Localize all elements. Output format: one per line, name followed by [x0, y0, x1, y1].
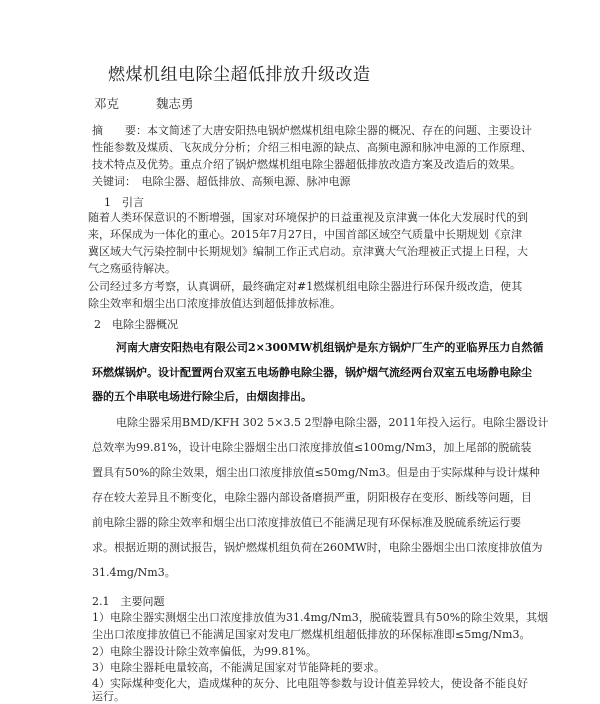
- list-item: 4）实际煤种变化大，造成煤种的灰分、比电阻等参数与设计值差异较大，使设备不能良好: [92, 677, 528, 690]
- author-2: 魏志勇: [156, 96, 194, 111]
- paragraph-line: 求。根据近期的测试报告，锅炉燃煤机组负荷在260MW时，电除尘器烟尘出口浓度排放值为: [92, 541, 543, 554]
- keywords-line: 关键词： 电除尘器、超低排放、高频电源、脉冲电源: [92, 175, 351, 188]
- bold-paragraph-line: 河南大唐安阳热电有限公司2×300MW机组锅炉是东方锅炉厂生产的亚临界压力自然循: [116, 341, 544, 354]
- list-item: 2）电除尘器设计除尘效率偏低，为99.81%。: [92, 645, 317, 658]
- abstract-line: 技术特点及优势。重点介绍了锅炉燃煤机组电除尘器超低排放改造方案及改造后的效果。: [92, 158, 521, 171]
- document-title: 燃煤机组电除尘超低排放升级改造: [108, 65, 371, 85]
- paragraph-line: 来，环保成为一体化的重心。2015年7月27日，中国首部区域空气质量中长期规划《京津: [88, 228, 522, 241]
- abstract-line: 性能参数及煤质、飞灰成分分析；介绍三相电源的缺点、高频电源和脉冲电源的工作原理、: [92, 141, 532, 154]
- paragraph-line: 除尘效率和烟尘出口浓度排放值达到超低排放标准。: [88, 297, 341, 310]
- list-item: 3）电除尘器耗电量较高，不能满足国家对节能降耗的要求。: [92, 661, 385, 674]
- paragraph-line: 前电除尘器的除尘效率和烟尘出口浓度排放值已不能满足现有环保标准及脱硫系统运行要: [92, 516, 521, 529]
- bold-paragraph-line: 环燃煤锅炉。设计配置两台双室五电场静电除尘器，锅炉烟气流经两台双室五电场静电除尘: [92, 366, 532, 379]
- paragraph-line: 存在较大差异且不断变化，电除尘器内部设备磨损严重，阴阳极存在变形、断线等问题，目: [92, 491, 532, 504]
- paragraph-line: 气之殇亟待解决。: [88, 262, 176, 275]
- section-1-heading: 1 引言: [104, 196, 144, 209]
- list-item: 尘出口浓度排放值已不能满足国家对发电厂燃煤机组超低排放的环保标准即≤5mg/Nm3。: [92, 628, 531, 641]
- paragraph-line: 公司经过多方考察，认真调研，最终确定对#1燃煤机组电除尘器进行环保升级改造，使其: [88, 280, 523, 293]
- paragraph-line: 电除尘器采用BMD/KFH 302 5×3.5 2型静电除尘器，2011年投入运行。电除尘器设计: [116, 416, 549, 429]
- paragraph-line: 31.4mg/Nm3。: [92, 566, 176, 579]
- abstract-line: 摘 要：本文简述了大唐安阳热电锅炉燃煤机组电除尘器的概况、存在的问题、主要设计: [92, 124, 532, 137]
- list-item: 1）电除尘器实测烟尘出口浓度排放值为31.4mg/Nm3，脱硫装置具有50%的除尘效果，其烟: [92, 611, 549, 624]
- section-2-heading: 2 电除尘器概况: [94, 318, 178, 331]
- section-2-1-heading: 2.1 主要问题: [92, 595, 165, 608]
- paragraph-line: 冀区域大气污染控制中长期规划》编制工作正式启动。京津冀大气治理被正式提上日程，大: [88, 245, 528, 258]
- paragraph-line: 随着人类环保意识的不断增强，国家对环境保护的日益重视及京津冀一体化大发展时代的到: [88, 211, 528, 224]
- list-item: 运行。: [92, 690, 125, 703]
- bold-paragraph-line: 器的五个串联电场进行除尘后，由烟囱排出。: [92, 390, 312, 403]
- paragraph-line: 置具有50%的除尘效果，烟尘出口浓度排放值≤50mg/Nm3。但是由于实际煤种与设计煤种: [92, 466, 540, 479]
- author-1: 邓克: [94, 96, 120, 111]
- paragraph-line: 总效率为99.81%，设计电除尘器烟尘出口浓度排放值≤100mg/Nm3，加上尾部的脱硫装: [92, 441, 532, 454]
